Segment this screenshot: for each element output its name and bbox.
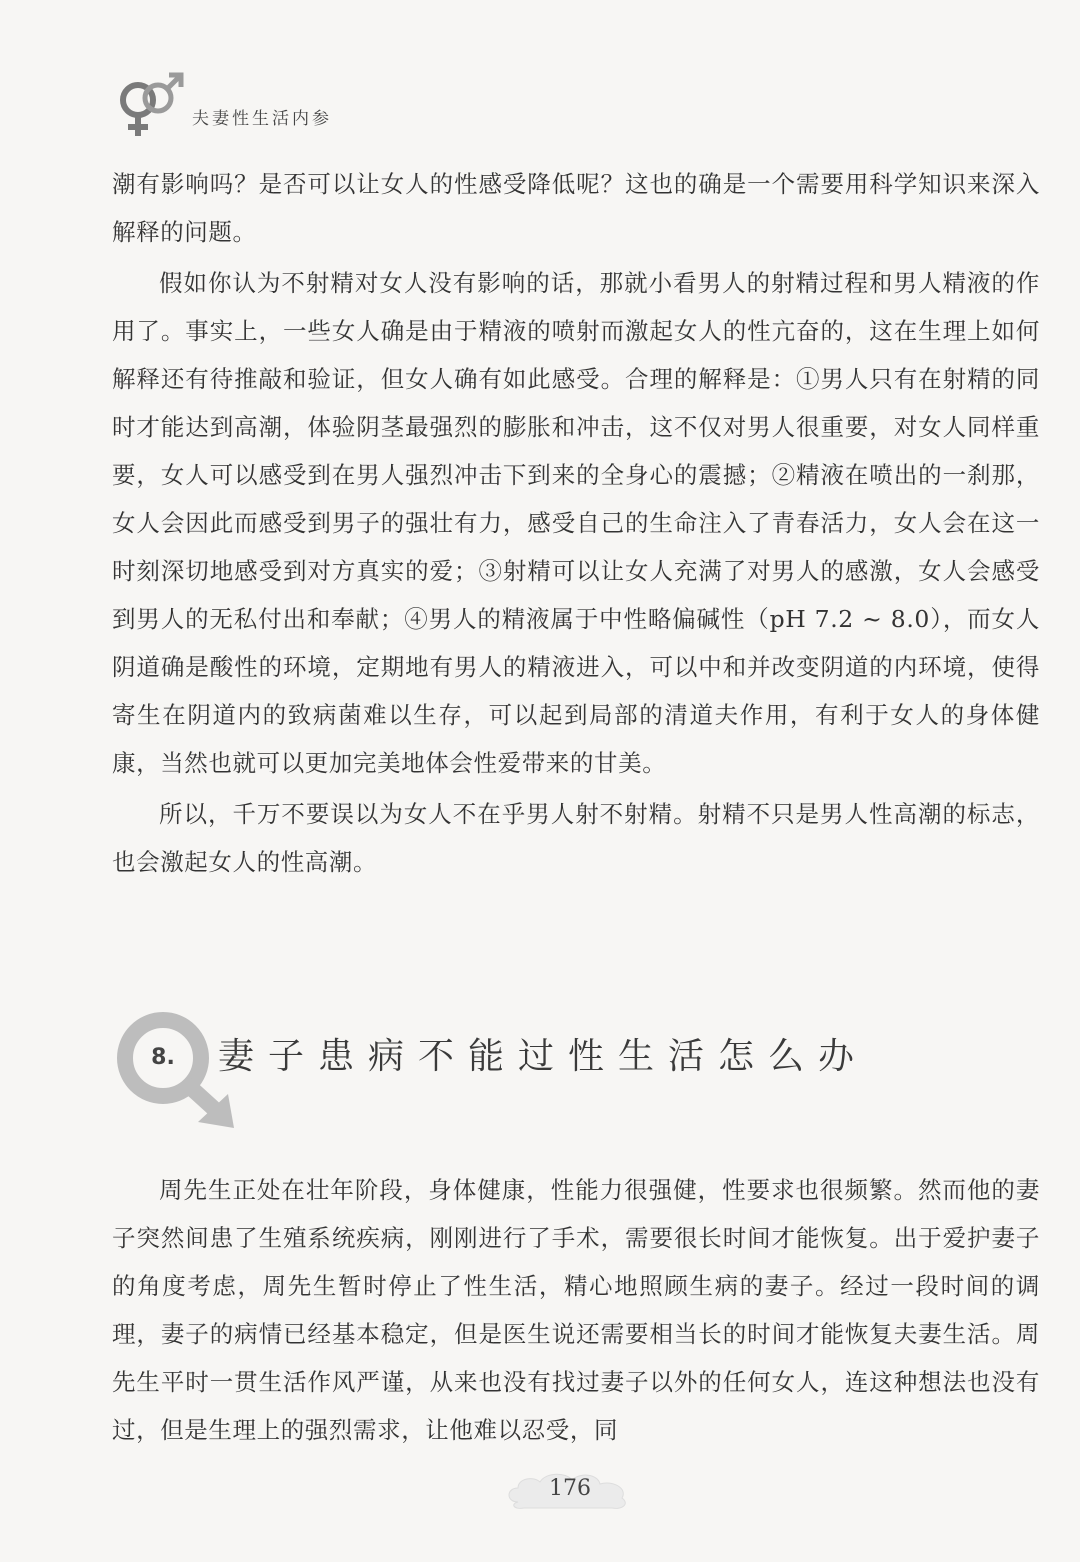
paragraph: 周先生正处在壮年阶段，身体健康，性能力很强健，性要求也很频繁。然而他的妻子突然间患了生殖系统疾病，刚刚进行了手术，需要很长时间才能恢复。出于爱护妻子的角度考虑，周先生暂时停止了性生活，精心地照顾生病的妻子。经过一段时间的调理，妻子的病情已经基本稳定，但是医生说还需要相当长的时间才能恢复夫妻生活。周先生平时一贯生活作风严谨，从来也没有找过妻子以外的任何女人，连这种想法也没有过，但是生理上的强烈需求，让他难以忍受，同 <box>112 1176 1040 1444</box>
section-number: 8. <box>151 1045 175 1070</box>
gender-symbols-icon <box>112 66 192 146</box>
section-title: 妻子患病不能过性生活怎么办 <box>218 1036 869 1077</box>
section-heading <box>112 1000 912 1140</box>
body-section-top <box>112 160 1040 886</box>
paragraph: 所以，千万不要误以为女人不在乎男人射不射精。射精不只是男人性高潮的标志，也会激起女人的性高潮。 <box>112 800 1040 876</box>
body-section-bottom <box>112 1166 1040 1454</box>
page-number-badge <box>500 1468 640 1512</box>
paragraph-continued: 潮有影响吗？是否可以让女人的性感受降低呢？这也的确是一个需要用科学知识来深入解释的问题。 <box>112 170 1040 246</box>
running-header-title: 夫妻性生活内参 <box>192 109 332 129</box>
paragraph: 假如你认为不射精对女人没有影响的话，那就小看男人的射精过程和男人精液的作用了。事实上，一些女人确是由于精液的喷射而激起女人的性亢奋的，这在生理上如何解释还有待推敲和验证，但女人确有如此感受。合理的解释是：①男人只有在射精的同时才能达到高潮，体验阴茎最强烈的膨胀和冲击，这不仅对男人很重要，对女人同样重要，女人可以感受到在男人强烈冲击下到来的全身心的震撼；②精液在喷出的一刹那，女人会因此而感受到男子的强壮有力，感受自己的生命注入了青春活力，女人会在这一时刻深切地感受到对方真实的爱；③射精可以让女人充满了对男人的感激，女人会感受到男人的无私付出和奉献；④男人的精液属于中性略偏碱性（pH 7.2 ~ 8.0），而女人阴道确是酸性的环境，定期地有男人的精液进入，可以中和并改变阴道的内环境，使得寄生在阴道内的致病菌难以生存，可以起到局部的清道夫作用，有利于女人的身体健康，当然也就可以更加完美地体会性爱带来的甘美。 <box>112 269 1040 777</box>
page-header <box>112 66 432 146</box>
page-number: 176 <box>549 1476 591 1501</box>
